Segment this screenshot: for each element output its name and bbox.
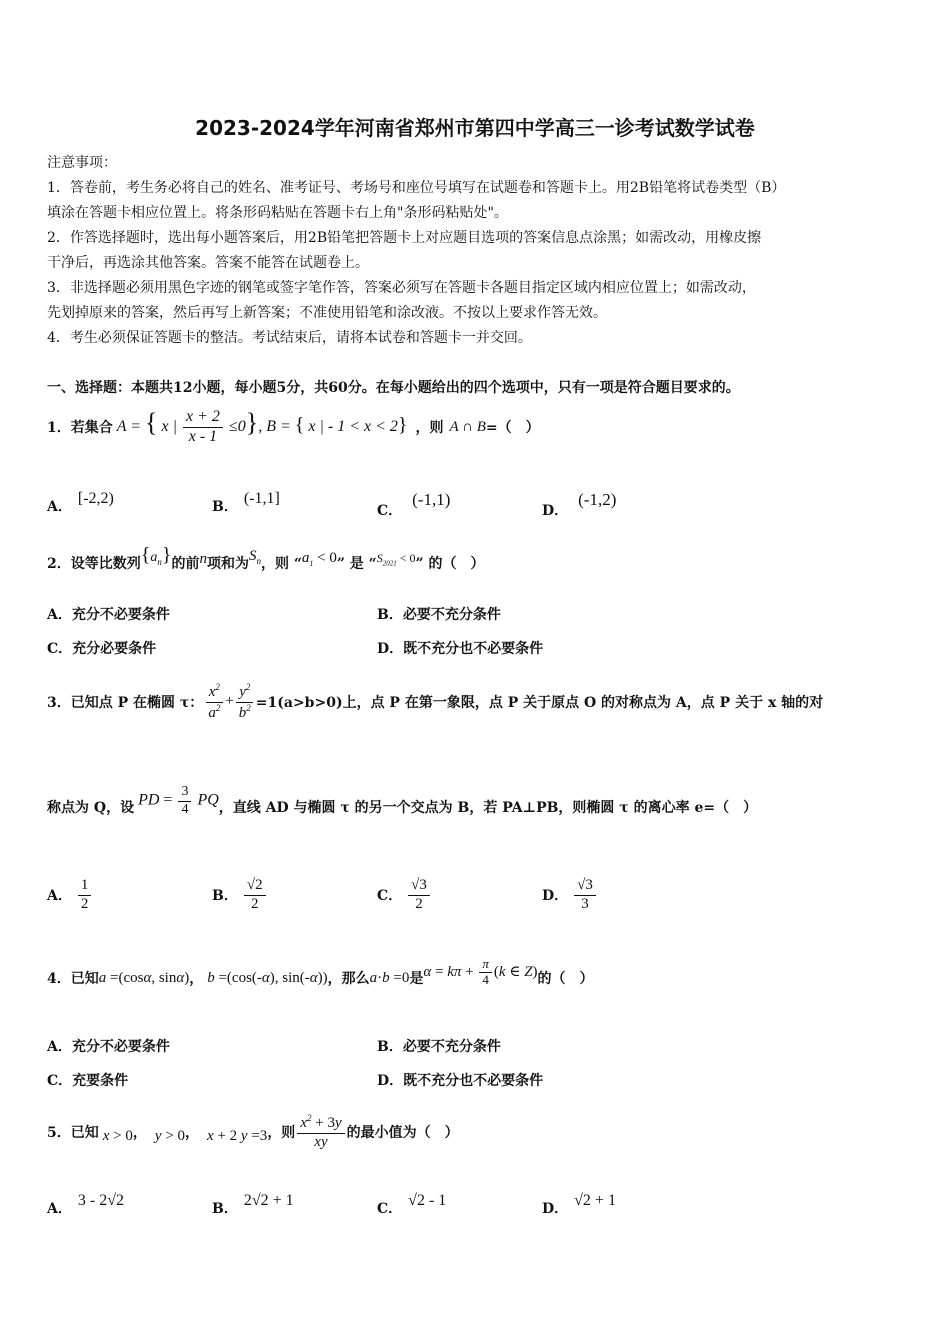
- question-5-text: ，: [185, 1125, 200, 1141]
- question-3-line-2: [47, 778, 757, 836]
- sequence-an: $\{a_n\}$: [140, 543, 172, 567]
- q4-option-b[interactable]: B．必要不充分条件: [377, 1039, 501, 1055]
- condition-a1: $a_1 < 0$: [301, 550, 337, 568]
- notice-line: 4．考生必须保证答题卡的整洁。考试结束后，请将本试卷和答题卡一并交回。: [47, 330, 532, 346]
- q2-option-c[interactable]: C．充分必要条件: [47, 641, 157, 657]
- question-4-text: ，那么: [327, 971, 370, 987]
- question-4-text: 是: [409, 971, 424, 987]
- q3-option-d[interactable]: D． $\frac{√3}{3}$: [542, 872, 598, 918]
- question-4-text: ，: [189, 971, 204, 987]
- question-4-end: 的（ ）: [537, 971, 594, 987]
- question-4: [47, 955, 594, 1001]
- condition-y: y > 0: [154, 1127, 186, 1144]
- question-5: [47, 1106, 459, 1158]
- var-n: n: [199, 550, 207, 567]
- ellipse-equation: $\frac{x^2}{a^2}$ + $\frac{y^2}{b^2}$: [203, 682, 255, 722]
- question-5-text: ，: [132, 1125, 147, 1141]
- q3-option-a[interactable]: A． $\frac{1}{2}$: [47, 872, 93, 918]
- q2-option-b[interactable]: B．必要不充分条件: [377, 607, 501, 623]
- question-2-text: 的前: [171, 556, 200, 572]
- question-5-text: ，则: [267, 1125, 296, 1141]
- section-heading: 一、选择题：本题共12小题，每小题5分，共60分。在每小题给出的四个选项中，只有一项是符合题目要求的。: [47, 380, 740, 396]
- vector-a: a =(cosα, sinα): [98, 969, 190, 986]
- q4-option-d[interactable]: D．既不充分也不必要条件: [377, 1073, 544, 1089]
- question-3-prefix: 3．已知点 P 在椭圆 τ：: [47, 695, 204, 711]
- question-3-line-1: [47, 676, 907, 728]
- var-sn: $S_n$: [248, 548, 261, 566]
- question-3-text: 称点为 Q，设: [47, 800, 135, 816]
- question-2-prefix: 2．设等比数列: [47, 556, 141, 572]
- intersection-formula: A ∩ B: [449, 418, 486, 435]
- question-2-text: 项和为: [206, 556, 249, 572]
- alpha-condition: α = kπ + $\frac{\pi}{4}$ (k ∈ Z): [423, 955, 538, 987]
- q3-option-b[interactable]: B． $\frac{√2}{2}$: [212, 872, 268, 918]
- question-2: [47, 545, 484, 581]
- condition-sum: x + 2 y =3: [207, 1127, 268, 1144]
- question-2-text: ” 是 “: [336, 556, 377, 572]
- q5-option-c[interactable]: C． √2 - 1: [377, 1192, 447, 1217]
- notice-line: 先划掉原来的答案，然后再写上新答案；不准使用铅笔和涂改液。不按以上要求作答无效。: [47, 305, 607, 321]
- q5-option-b[interactable]: B． 2√2 + 1: [212, 1192, 294, 1217]
- notice-line: 干净后，再选涂其他答案。答案不能答在试题卷上。: [47, 255, 369, 271]
- q2-option-d[interactable]: D．既不充分也不必要条件: [377, 641, 544, 657]
- notice-line: 2．作答选择题时，选出每小题答案后，用2B铅笔把答题卡上对应题目选项的答案信息点涂黑；如需改动，用橡皮擦: [47, 230, 762, 246]
- notice-line: 填涂在答题卡相应位置上。将条形码粘贴在答题卡右上角"条形码粘贴处"。: [47, 205, 508, 221]
- question-1-prefix: 1．若集合: [47, 420, 113, 436]
- q1-option-d[interactable]: D．(-1,2): [542, 490, 617, 519]
- dot-product: a·b =0: [369, 969, 410, 986]
- q4-option-c[interactable]: C．充要条件: [47, 1073, 129, 1089]
- question-1-end: =（ ）: [485, 420, 540, 436]
- q3-option-c[interactable]: C． $\frac{√3}{2}$: [377, 872, 432, 918]
- set-a-formula: A = { x | $\frac{x + 2}{x - 1}$ ≤0}, B = { x | - 1 < x < 2}: [116, 407, 408, 445]
- vector-b: b =(cos(-α), sin(-α)): [207, 969, 328, 986]
- question-2-text: ，则 “: [260, 556, 302, 572]
- question-2-end: ” 的（ ）: [415, 556, 485, 572]
- vector-equation: PD = $\frac{3}{4}$ PQ: [138, 784, 219, 817]
- question-5-prefix: 5．已知: [47, 1125, 99, 1141]
- question-4-prefix: 4．已知: [47, 971, 99, 987]
- notice-line: 1．答卷前，考生务必将自己的姓名、准考证号、考场号和座位号填写在试题卷和答题卡上。用2B铅笔将试卷类型（B）: [47, 180, 786, 196]
- condition-x: x > 0: [102, 1127, 133, 1144]
- q5-option-a[interactable]: A． 3 - 2√2: [47, 1192, 124, 1217]
- notice-heading: 注意事项：: [47, 155, 117, 171]
- page-title: 2023-2024学年河南省郑州市第四中学高三一诊考试数学试卷: [195, 116, 755, 140]
- q2-option-a[interactable]: A．充分不必要条件: [47, 607, 170, 623]
- question-3-text: ，直线 AD 与椭圆 τ 的另一个交点为 B，若 PA⊥PB，则椭圆 τ 的离心率 e=（ ）: [218, 800, 758, 816]
- q4-option-a[interactable]: A．充分不必要条件: [47, 1039, 170, 1055]
- condition-s2021: $S_{2021} < 0$: [376, 550, 416, 568]
- question-3-text: =1(a>b>0)上，点 P 在第一象限，点 P 关于原点 O 的对称点为 A，点 P 关于 x 轴的对: [255, 695, 824, 711]
- question-1-then: ，则: [415, 420, 444, 436]
- q5-option-d[interactable]: D． √2 + 1: [542, 1192, 616, 1217]
- question-5-end: 的最小值为（ ）: [346, 1125, 459, 1141]
- q1-option-a[interactable]: A． [-2,2): [47, 490, 114, 515]
- question-1: [47, 405, 540, 449]
- notice-line: 3．非选择题必须用黑色字迹的钢笔或签字笔作答，答案必须写在答题卡各题目指定区域内相应位置上；如需改动，: [47, 280, 756, 296]
- q1-option-c[interactable]: C．(-1,1): [377, 490, 451, 519]
- q1-option-b[interactable]: B． (-1,1]: [212, 490, 280, 515]
- target-expression: $\frac{x^2 + 3y}{xy}$: [295, 1113, 346, 1151]
